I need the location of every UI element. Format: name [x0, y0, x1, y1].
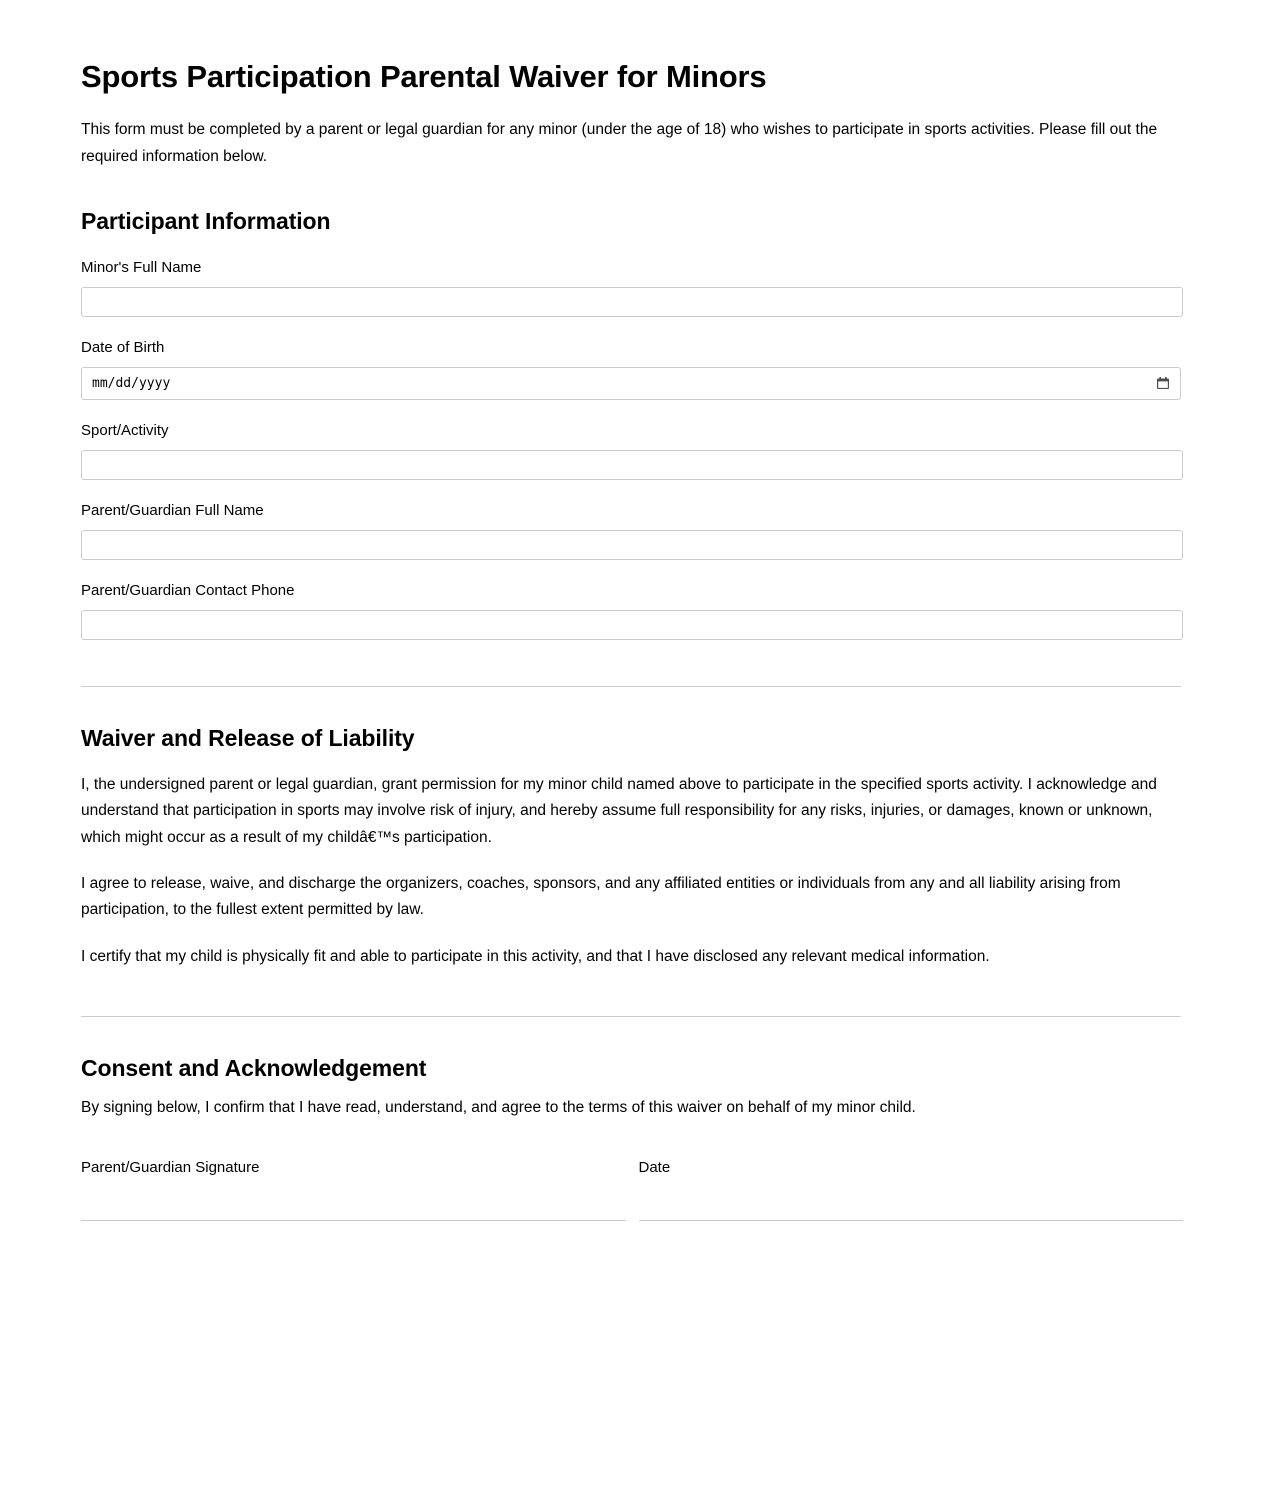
waiver-paragraph-1: I, the undersigned parent or legal guardian, grant permission for my minor child named above to participate in the specified sports activity. I acknowledge and understand that participation in sports may involve risk of injury, and hereby assume full responsibility for any risks, injuries, or damages, known or unknown, which might occur as a result of my childâ€™s participation.: [81, 775, 1157, 846]
label-signature-date: Date: [638, 1159, 671, 1177]
participant-information-heading: Participant Information: [81, 207, 331, 234]
label-sport-activity: Sport/Activity: [81, 421, 169, 439]
field-date-of-birth: [81, 337, 1183, 400]
consent-acknowledgement-heading: Consent and Acknowledgement: [81, 1054, 427, 1081]
label-parent-guardian-contact-phone: Parent/Guardian Contact Phone: [81, 581, 295, 599]
section-divider-waiver: [81, 1016, 1181, 1017]
parent-guardian-full-name-input[interactable]: [81, 530, 1183, 560]
label-date-of-birth: Date of Birth: [81, 338, 165, 356]
parent-guardian-contact-phone-input[interactable]: [81, 610, 1183, 640]
date-of-birth-input[interactable]: [81, 367, 1181, 400]
field-parent-guardian-contact-phone: [81, 580, 1183, 640]
section-divider-participant: [81, 686, 1181, 687]
page-title: Sports Participation Parental Waiver for Minors: [81, 59, 767, 94]
waiver-paragraph-2: I agree to release, waive, and discharge the organizers, coaches, sponsors, and any affiliated entities or individuals from any and all liability arising from participation, to the fullest extent permitted by law.: [81, 874, 1121, 919]
label-parent-guardian-full-name: Parent/Guardian Full Name: [81, 501, 264, 519]
label-minor-full-name: Minor's Full Name: [81, 258, 202, 276]
calendar-icon[interactable]: [1156, 376, 1170, 390]
signature-field-parent-guardian: [81, 1157, 626, 1221]
waiver-paragraph-3: I certify that my child is physically fit and able to participate in this activity, and that I have disclosed any relevant medical information.: [81, 947, 990, 965]
parent-guardian-signature-line[interactable]: [81, 1220, 626, 1221]
waiver-release-heading: Waiver and Release of Liability: [81, 724, 415, 751]
sport-activity-input[interactable]: [81, 450, 1183, 480]
signature-date-line[interactable]: [639, 1220, 1184, 1221]
page-bottom-spacer: [81, 1221, 1183, 1451]
signature-field-date: [639, 1157, 1184, 1221]
minor-full-name-input[interactable]: [81, 287, 1183, 317]
field-minor-full-name: [81, 257, 1183, 317]
date-of-birth-placeholder: mm/dd/yyyy: [92, 375, 171, 391]
field-parent-guardian-full-name: [81, 500, 1183, 560]
field-sport-activity: [81, 420, 1183, 480]
intro-paragraph: This form must be completed by a parent or legal guardian for any minor (under the age of 18) who wishes to participate in sports activities. Please fill out the required information below.: [81, 121, 1158, 165]
consent-paragraph: By signing below, I confirm that I have read, understand, and agree to the terms of this waiver on behalf of my minor child.: [81, 1098, 916, 1116]
signature-row: [81, 1157, 1183, 1221]
label-parent-guardian-signature: Parent/Guardian Signature: [81, 1159, 260, 1177]
